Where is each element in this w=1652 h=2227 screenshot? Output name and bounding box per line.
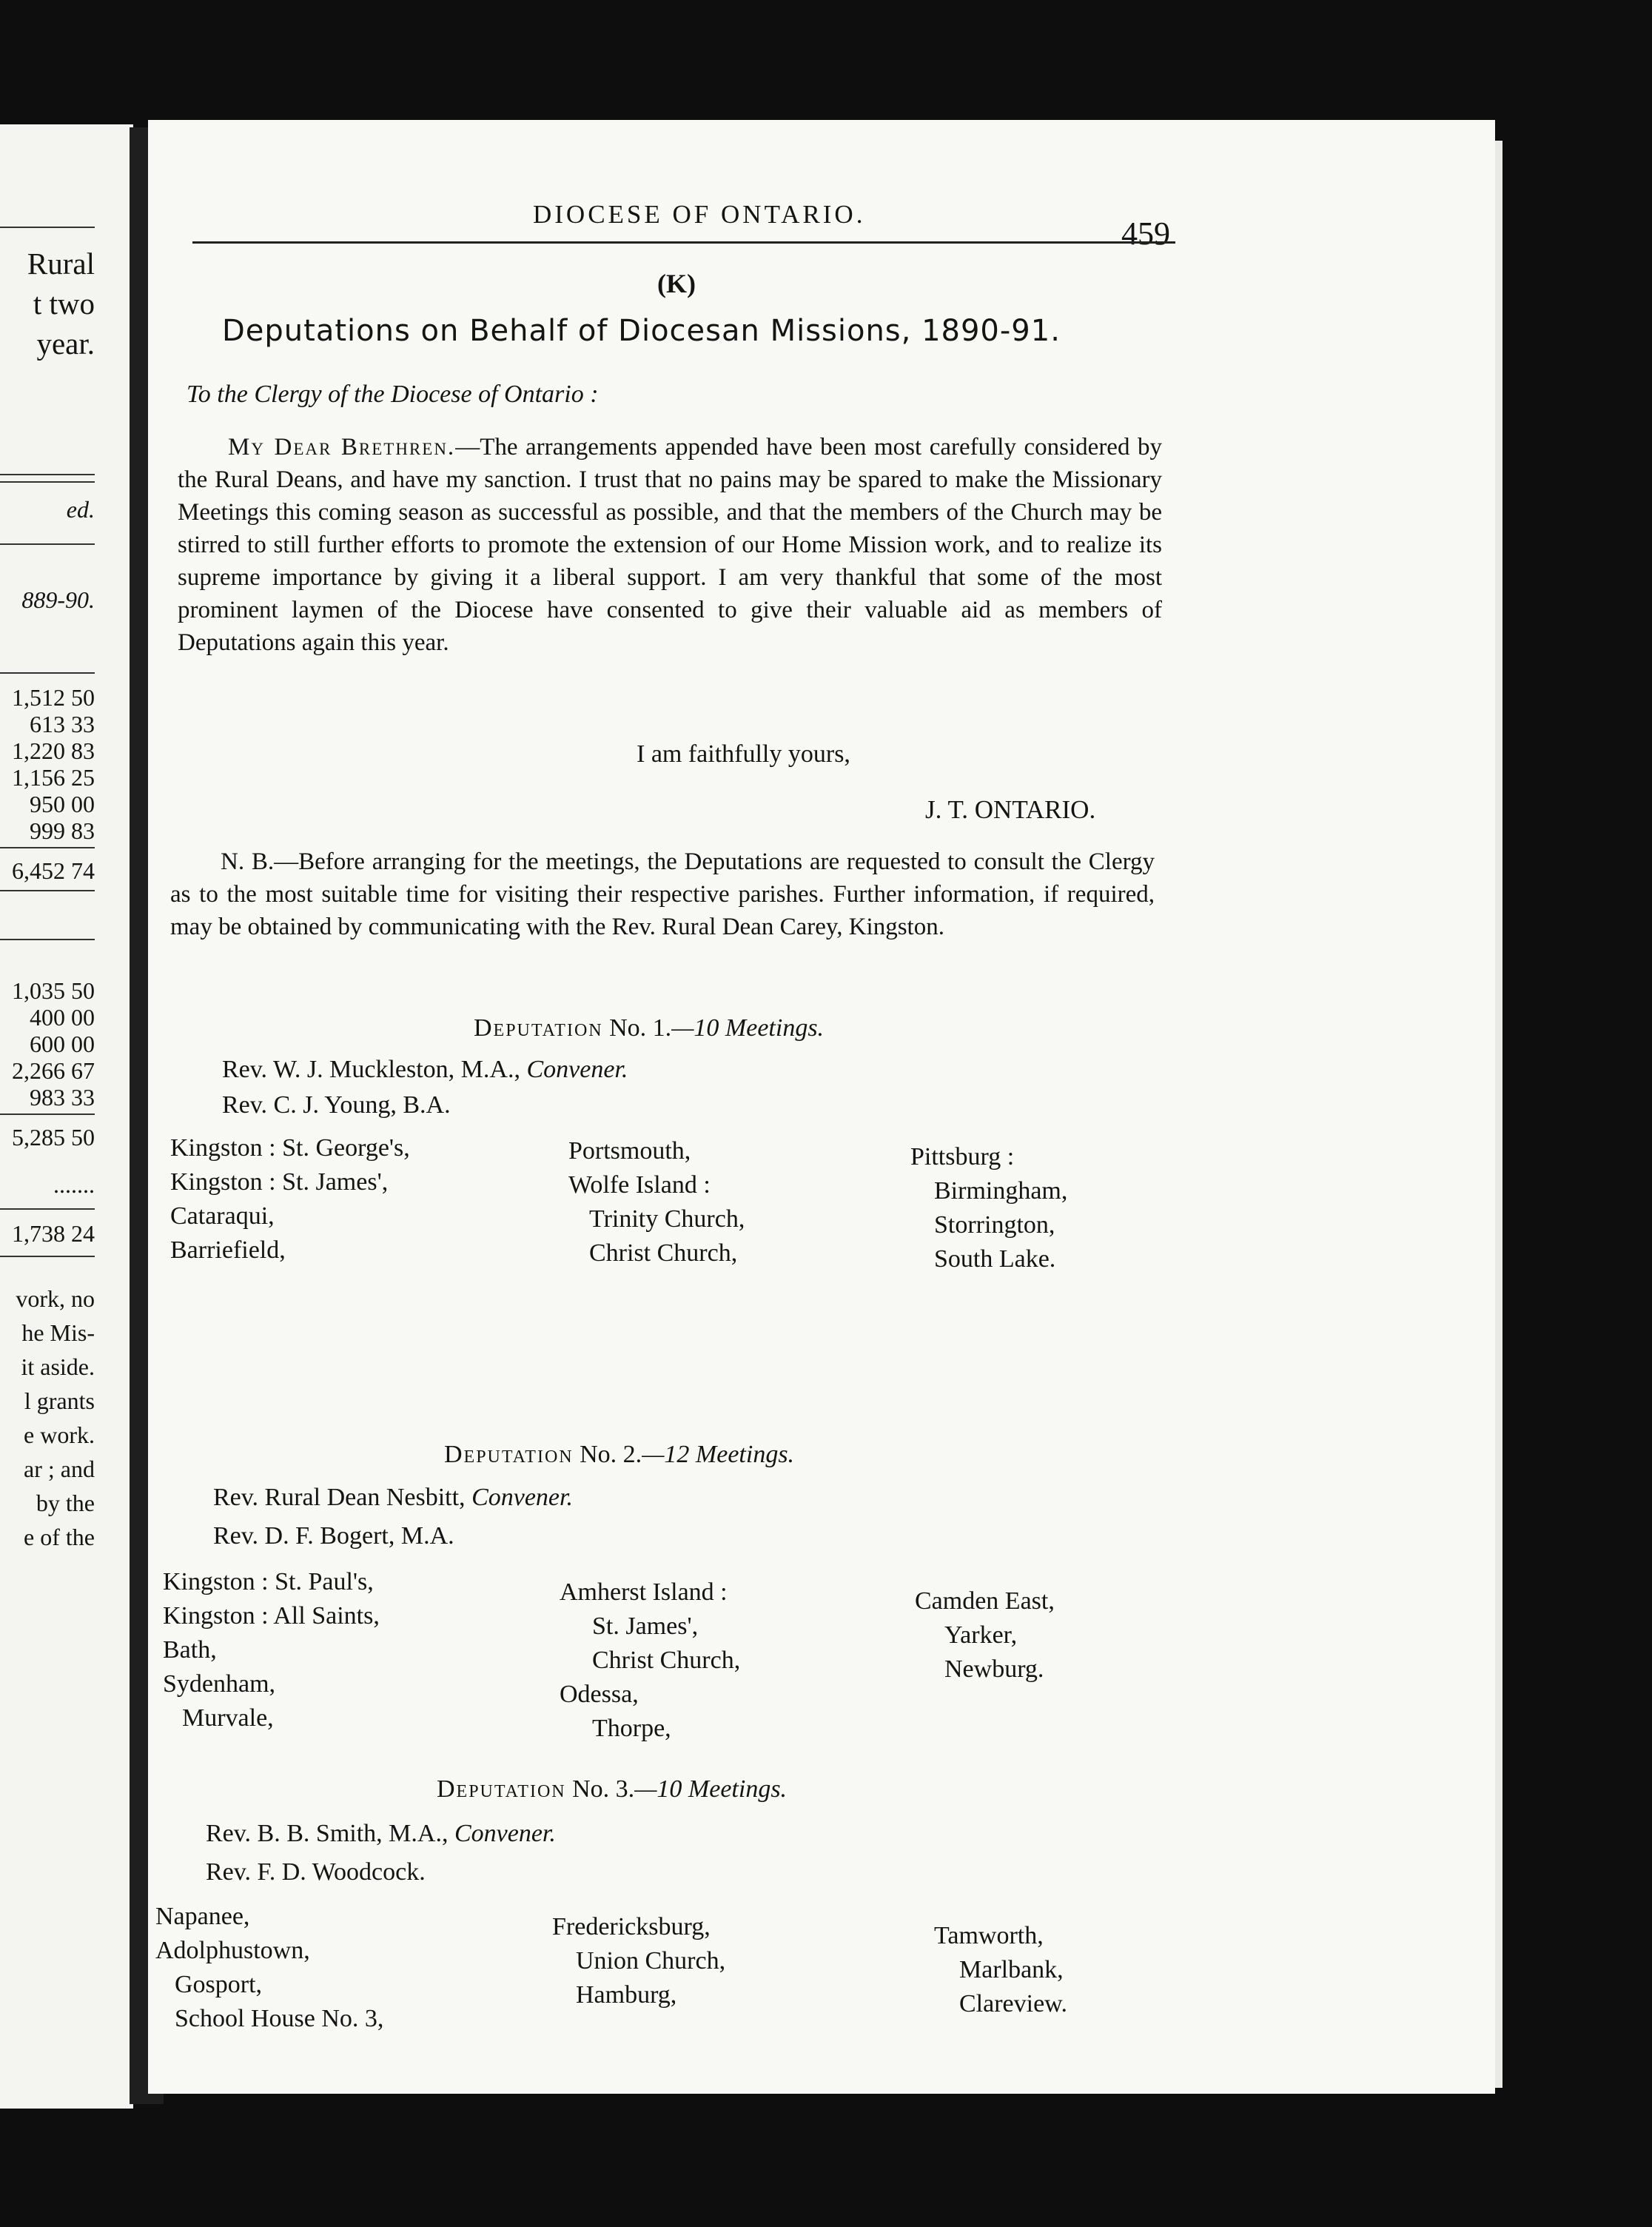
deputation-2-col-3 (915, 1584, 1055, 1687)
parish: Gosport, (175, 1971, 263, 1998)
deputation-1-col-2 (568, 1134, 745, 1270)
left-text-line: e of the (24, 1524, 95, 1550)
subtotal: 6,452 74 (12, 857, 95, 884)
deputation-2-col-1 (163, 1565, 380, 1735)
parish: Cataraqui, (170, 1202, 275, 1230)
left-text-line: t two (33, 287, 95, 321)
letter-closing: I am faithfully yours, (637, 740, 850, 768)
divider (0, 1208, 95, 1210)
parish: Camden East, (915, 1587, 1055, 1615)
amount: 613 33 (30, 711, 95, 737)
divider (0, 847, 95, 848)
left-page-fragment (0, 124, 133, 2109)
parish: Kingston : St. George's, (170, 1134, 410, 1162)
parish: School House No. 3, (175, 2005, 384, 2032)
deputation-2-col-2 (560, 1575, 740, 1746)
parish: Trinity Church, (589, 1205, 745, 1233)
left-text-line: it aside. (21, 1353, 95, 1380)
parish: Amherst Island : (560, 1578, 728, 1606)
left-text-line: Rural (27, 247, 95, 281)
parish: Sydenham, (163, 1670, 276, 1698)
grand-total: 1,738 24 (12, 1220, 95, 1247)
convener-role: Convener. (471, 1484, 573, 1511)
left-col-head: ed. (66, 496, 95, 523)
deputation-1-member: Rev. C. J. Young, B.A. (222, 1091, 451, 1119)
deputation-number: No. 2. (580, 1441, 642, 1468)
amount: 2,266 67 (12, 1057, 95, 1084)
salutation: To the Clergy of the Diocese of Ontario : (187, 381, 599, 408)
deputation-number: No. 3. (572, 1775, 635, 1803)
divider (0, 1256, 95, 1257)
parish: Thorpe, (592, 1715, 671, 1742)
parish: Portsmouth, (568, 1137, 691, 1165)
parish: Yarker, (944, 1621, 1018, 1649)
deputation-1-col-1 (170, 1131, 410, 1267)
left-text-line: ar ; and (24, 1456, 95, 1482)
deputation-meetings: —10 Meetings. (671, 1014, 825, 1042)
header-rule (192, 241, 1175, 244)
left-text-line: l grants (24, 1387, 95, 1414)
deputation-3-heading (437, 1775, 787, 1804)
amount: 983 33 (30, 1084, 95, 1111)
amount: 999 83 (30, 817, 95, 844)
page-title: Deputations on Behalf of Diocesan Missions, 1890-91. (222, 314, 1061, 348)
convener-name: Rev. W. J. Muckleston, M.A., (222, 1056, 520, 1083)
left-text-line: year. (36, 326, 95, 361)
divider (0, 890, 95, 891)
divider (0, 543, 95, 545)
parish: Odessa, (560, 1681, 639, 1708)
parish: Newburg. (944, 1655, 1044, 1683)
convener-name: Rev. Rural Dean Nesbitt, (213, 1484, 466, 1511)
left-text-line: by the (36, 1490, 95, 1516)
deputation-label: Deputation (444, 1441, 574, 1468)
deputation-3-convener (206, 1820, 556, 1848)
parish: Barriefield, (170, 1236, 286, 1264)
parish: Kingston : All Saints, (163, 1602, 380, 1630)
subtotal: 5,285 50 (12, 1124, 95, 1151)
letter-opening: My Dear Brethren. (228, 434, 456, 461)
deputation-3-col-2 (552, 1910, 725, 2012)
convener-role: Convener. (454, 1820, 556, 1847)
convener-role: Convener. (526, 1056, 628, 1083)
amount: 1,035 50 (12, 977, 95, 1004)
letter-body (178, 431, 1162, 659)
parish: Napanee, (155, 1903, 250, 1930)
parish: Tamworth, (934, 1922, 1044, 1949)
deputation-3-col-3 (934, 1919, 1067, 2021)
divider (0, 672, 95, 674)
parish: Pittsburg : (910, 1143, 1015, 1171)
running-title: DIOCESE OF ONTARIO. (533, 200, 866, 229)
deputation-label: Deputation (474, 1014, 603, 1042)
deputation-meetings: —12 Meetings. (642, 1441, 795, 1468)
signature: J. T. ONTARIO. (925, 795, 1096, 824)
deputation-1-col-3 (910, 1140, 1067, 1276)
parish: Kingston : St. Paul's, (163, 1568, 374, 1595)
parish: Bath, (163, 1636, 217, 1664)
left-text-line: vork, no (16, 1285, 95, 1312)
amount: 1,220 83 (12, 737, 95, 764)
divider (0, 481, 95, 483)
letter-text: —The arrangements appended have been most carefully considered by the Rural Deans, and have my sanction. I trust that no pains may be spared to make the Missionary Meetings this coming season as successful as possible, and that the members of the Church may be stirred to still further efforts to promote the extension of our Home Mission work, and to realize its supreme importance by giving it a liberal support. I am very thankful that some of the most prominent laymen of the Diocese have consented to give their valuable aid as members of Deputations again this year. (178, 434, 1162, 656)
parish: Fredericksburg, (552, 1913, 711, 1940)
parish: Marlbank, (959, 1956, 1064, 1983)
deputation-number: No. 1. (609, 1014, 672, 1042)
deputation-2-member: Rev. D. F. Bogert, M.A. (213, 1522, 454, 1550)
page-number: 459 (1121, 215, 1170, 252)
parish: Christ Church, (592, 1647, 741, 1674)
amount: 600 00 (30, 1031, 95, 1057)
section-mark: (K) (657, 269, 696, 298)
left-col-year: 889-90. (21, 586, 95, 613)
left-text-line: he Mis- (21, 1319, 95, 1346)
parish: Christ Church, (589, 1239, 738, 1267)
parish: Birmingham, (934, 1177, 1068, 1205)
book-page (148, 120, 1495, 2094)
amount: 1,156 25 (12, 764, 95, 791)
parish: Murvale, (182, 1704, 274, 1732)
amount: 950 00 (30, 791, 95, 817)
deputation-1-heading (474, 1014, 824, 1042)
deputation-1-convener (222, 1056, 628, 1084)
deputation-meetings: —10 Meetings. (634, 1775, 788, 1803)
convener-name: Rev. B. B. Smith, M.A., (206, 1820, 449, 1847)
deputation-3-member: Rev. F. D. Woodcock. (206, 1858, 426, 1886)
divider (0, 474, 95, 475)
leader-dots: ....... (53, 1171, 95, 1198)
parish: Union Church, (576, 1947, 726, 1975)
parish: Kingston : St. James', (170, 1168, 389, 1196)
parish: Wolfe Island : (568, 1171, 711, 1199)
deputation-3-col-1 (155, 1900, 383, 2036)
deputation-label: Deputation (437, 1775, 566, 1803)
nota-bene: N. B.—Before arranging for the meetings, the Deputations are requested to consult the Clergy as to the most suitable time for visiting their respective parishes. Further information, if required, may be obtained by communicating with the Rev. Rural Dean Carey, Kingston. (170, 848, 1155, 940)
divider (0, 939, 95, 940)
parish: Storrington, (934, 1211, 1055, 1239)
deputation-2-heading (444, 1441, 794, 1469)
amount: 400 00 (30, 1004, 95, 1031)
divider (0, 227, 95, 228)
parish: Adolphustown, (155, 1937, 310, 1964)
amount: 1,512 50 (12, 684, 95, 711)
parish: St. James', (592, 1613, 699, 1640)
parish: Clareview. (959, 1990, 1068, 2017)
deputation-2-convener (213, 1484, 573, 1512)
parish: South Lake. (934, 1245, 1056, 1273)
divider (0, 1114, 95, 1115)
left-text-line: e work. (24, 1421, 95, 1448)
parish: Hamburg, (576, 1981, 677, 2009)
